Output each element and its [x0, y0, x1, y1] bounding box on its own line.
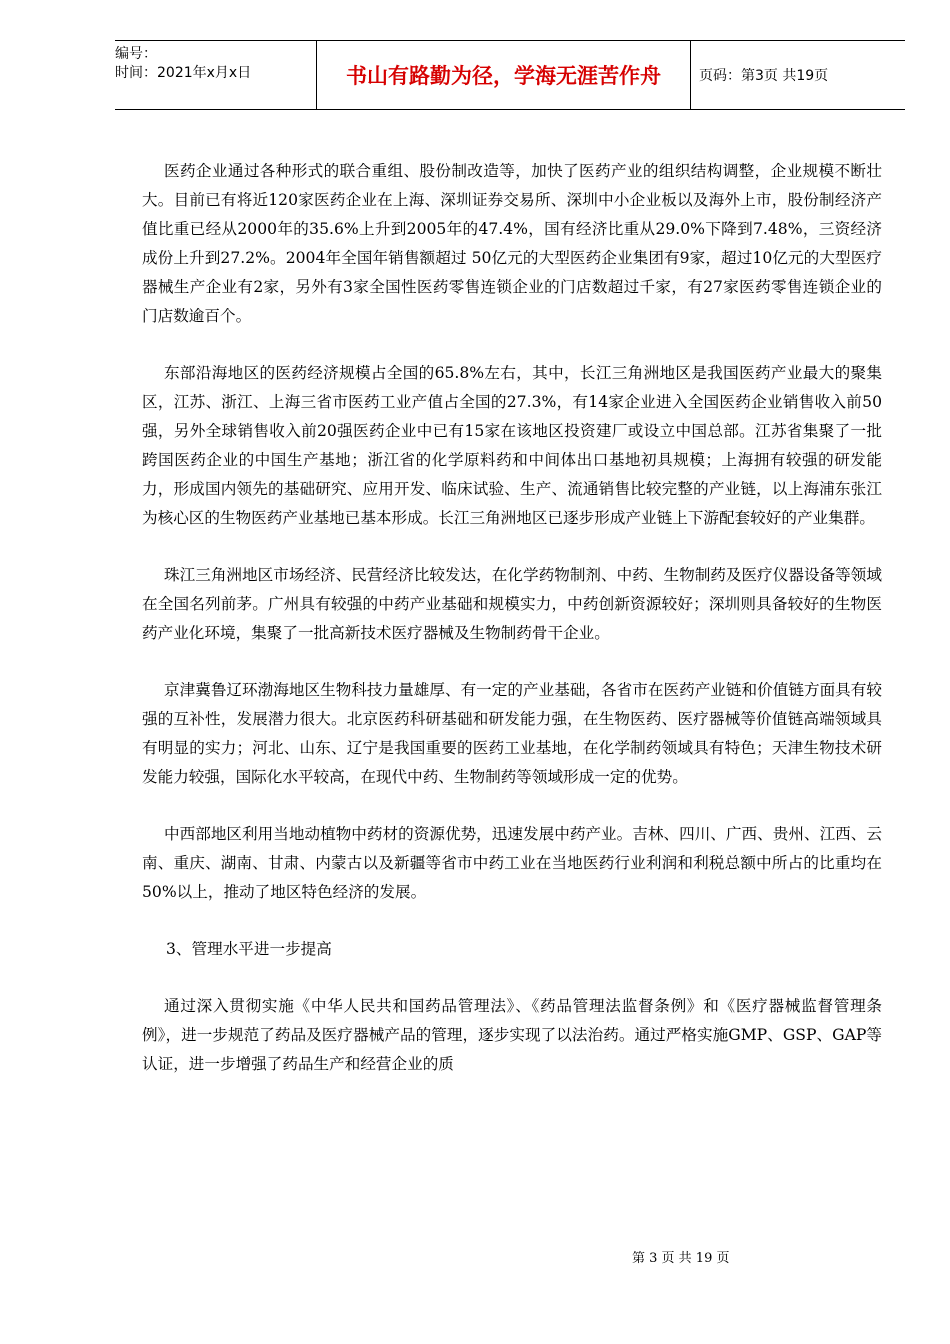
page-header [115, 40, 905, 110]
paragraph: 医药企业通过各种形式的联合重组、股份制改造等，加快了医药产业的组织结构调整，企业规模不断壮大。目前已有将近120家医药企业在上海、深圳证券交易所、深圳中小企业板以及海外上市，股份制经济产值比重已经从2000年的35.6%上升到2005年的47.4%，国有经济比重从29.0%下降到7.48%，三资经济成份上升到27.2%。2004年全国年销售额超过 50亿元的大型医药企业集团有9家，超过10亿元的大型医疗器械生产企业有2家，另外有3家全国性医药零售连锁企业的门店数超过千家，有27家医药零售连锁企业的门店数逾百个。 [142, 162, 882, 325]
header-page-number: 页码：第3页 共19页 [699, 68, 829, 84]
header-motto: 书山有路勤为径，学海无涯苦作舟 [316, 41, 691, 109]
paragraph: 京津冀鲁辽环渤海地区生物科技力量雄厚、有一定的产业基础，各省市在医药产业链和价值链方面具有较强的互补性，发展潜力很大。北京医药科研基础和研发能力强，在生物医药、医疗器械等价值链高端领域具有明显的实力；河北、山东、辽宁是我国重要的医药工业基地，在化学制药领域具有特色；天津生物技术研发能力较强，国际化水平较高，在现代中药、生物制药等领域形成一定的优势。 [142, 681, 882, 786]
paragraph: 中西部地区利用当地动植物中药材的资源优势，迅速发展中药产业。吉林、四川、广西、贵州、江西、云南、重庆、湖南、甘肃、内蒙古以及新疆等省市中药工业在当地医药行业利润和利税总额中所占的比重均在50%以上，推动了地区特色经济的发展。 [142, 825, 882, 901]
paragraph: 东部沿海地区的医药经济规模占全国的65.8%左右，其中，长江三角洲地区是我国医药产业最大的聚集区，江苏、浙江、上海三省市医药工业产值占全国的27.3%，有14家企业进入全国医药企业销售收入前50强，另外全球销售收入前20强医药企业中已有15家在该地区投资建厂或设立中国总部。江苏省集聚了一批跨国医药企业的中国生产基地；浙江省的化学原料药和中间体出口基地初具规模；上海拥有较强的研发能力，形成国内领先的基础研究、应用开发、临床试验、生产、流通销售比较完整的产业链，以上海浦东张江为核心区的生物医药产业基地已基本形成。长江三角洲地区已逐步形成产业链上下游配套较好的产业集群。 [142, 364, 882, 527]
document-body [142, 157, 882, 1107]
paragraph: 珠江三角洲地区市场经济、民营经济比较发达，在化学药物制剂、中药、生物制药及医疗仪器设备等领域在全国名列前茅。广州具有较强的中药产业基础和规模实力，中药创新资源较好；深圳则具备较好的生物医药产业化环境，集聚了一批高新技术医疗器械及生物制药骨干企业。 [142, 566, 882, 642]
header-meta [115, 41, 316, 109]
page-footer: 第 3 页 共 19 页 [632, 1251, 730, 1266]
header-time: 时间：2021年x月x日 [115, 65, 252, 81]
header-number: 编号： [115, 46, 157, 62]
section-heading: 3、管理水平进一步提高 [166, 940, 332, 958]
paragraph: 通过深入贯彻实施《中华人民共和国药品管理法》、《药品管理法监督条例》和《医疗器械监督管理条例》，进一步规范了药品及医疗器械产品的管理，逐步实现了以法治药。通过严格实施GMP、GSP、GAP等认证，进一步增强了药品生产和经营企业的质 [142, 997, 882, 1073]
